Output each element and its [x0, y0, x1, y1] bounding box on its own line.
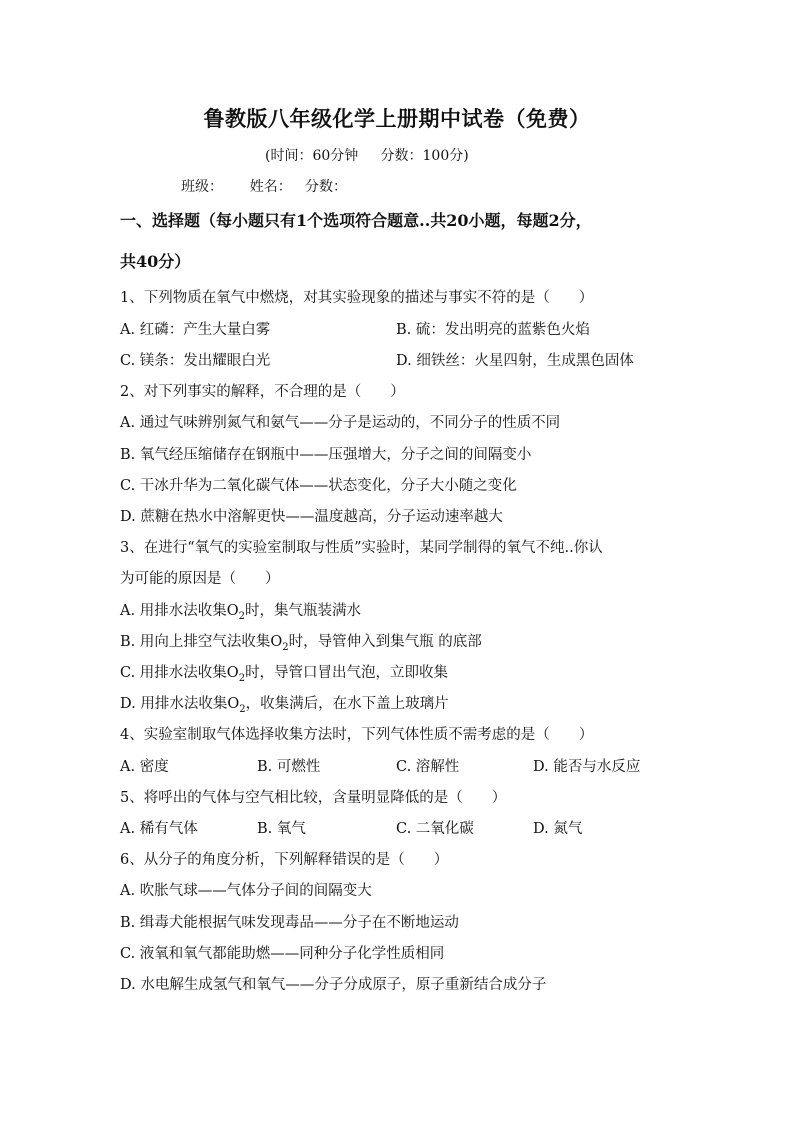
question-3-option-c: C. 用排水法收集$O_2$时，导管口冒出气泡，立即收集 [120, 665, 449, 684]
page-title: 鲁教版八年级化学上册期中试卷（免费） [203, 106, 591, 131]
exam-time-score: (时间：60分钟 分数：100分) [265, 148, 469, 164]
question-6-option-a: A. 吹胀气球——气体分子间的间隔变大 [120, 883, 372, 899]
question-6-option-b: B. 缉毒犬能根据气味发现毒品——分子在不断地运动 [120, 915, 459, 931]
question-2-option-c: C. 干冰升华为二氧化碳气体——状态变化，分子大小随之变化 [120, 478, 517, 494]
question-6-option-c: C. 液氧和氧气都能助燃——同种分子化学性质相同 [120, 946, 445, 962]
question-5-stem: 5、将呼出的气体与空气相比较，含量明显降低的是（ ） [120, 790, 507, 806]
question-3-option-b: B. 用向上排空气法收集$O_2$时，导管伸入到集气瓶 的底部 [120, 634, 482, 653]
question-1-option-d: D. 细铁丝：火星四射，生成黑色固体 [396, 353, 634, 369]
question-3-stem-cont: 为可能的原因是（ ） [120, 571, 280, 587]
question-6-option-d: D. 水电解生成氢气和氧气——分子分成原子，原子重新结合成分子 [120, 977, 547, 993]
question-1-option-a: A. 红磷：产生大量白雾 [120, 322, 271, 338]
question-4-option-a: A. 密度 [120, 759, 169, 775]
question-2-option-a: A. 通过气味辨别氮气和氨气——分子是运动的，不同分子的性质不同 [120, 415, 561, 431]
question-1-stem: 1、下列物质在氧气中燃烧，对其实验现象的描述与事实不符的是（ ） [120, 290, 594, 306]
question-4-stem: 4、实验室制取气体选择收集方法时，下列气体性质不需考虑的是（ ） [120, 727, 594, 743]
question-3-stem: 3、在进行“氧气的实验室制取与性质”实验时，某同学制得的氧气不纯..你认 [120, 540, 603, 556]
question-2-option-b: B. 氧气经压缩储存在钢瓶中——压强增大，分子之间的间隔变小 [120, 447, 532, 463]
question-2-stem: 2、对下列事实的解释，不合理的是（ ） [120, 384, 405, 400]
question-3-option-a: A. 用排水法收集$O_2$时，集气瓶装满水 [120, 603, 361, 622]
question-1-option-b: B. 硫：发出明亮的蓝紫色火焰 [396, 322, 590, 338]
question-6-stem: 6、从分子的角度分析，下列解释错误的是（ ） [120, 852, 449, 868]
question-5-option-b: B. 氧气 [257, 821, 306, 837]
section-heading: 一、选择题（每小题只有1个选项符合题意..共20小题，每题2分， [120, 211, 592, 230]
question-5-option-a: A. 稀有气体 [120, 821, 198, 837]
question-1-option-c: C. 镁条：发出耀眼白光 [120, 353, 271, 369]
question-4-option-b: B. 可燃性 [257, 759, 321, 775]
question-3-option-d: D. 用排水法收集$O_2$，收集满后，在水下盖上玻璃片 [120, 696, 449, 715]
section-heading-cont: 共40分） [120, 252, 191, 271]
question-4-option-c: C. 溶解性 [396, 759, 460, 775]
question-5-option-d: D. 氮气 [533, 821, 583, 837]
question-4-option-d: D. 能否与水反应 [533, 759, 641, 775]
question-2-option-d: D. 蔗糖在热水中溶解更快——温度越高，分子运动速率越大 [120, 509, 503, 525]
question-5-option-c: C. 二氧化碳 [396, 821, 474, 837]
student-info-line: 班级： 姓名： 分数： [181, 179, 348, 195]
